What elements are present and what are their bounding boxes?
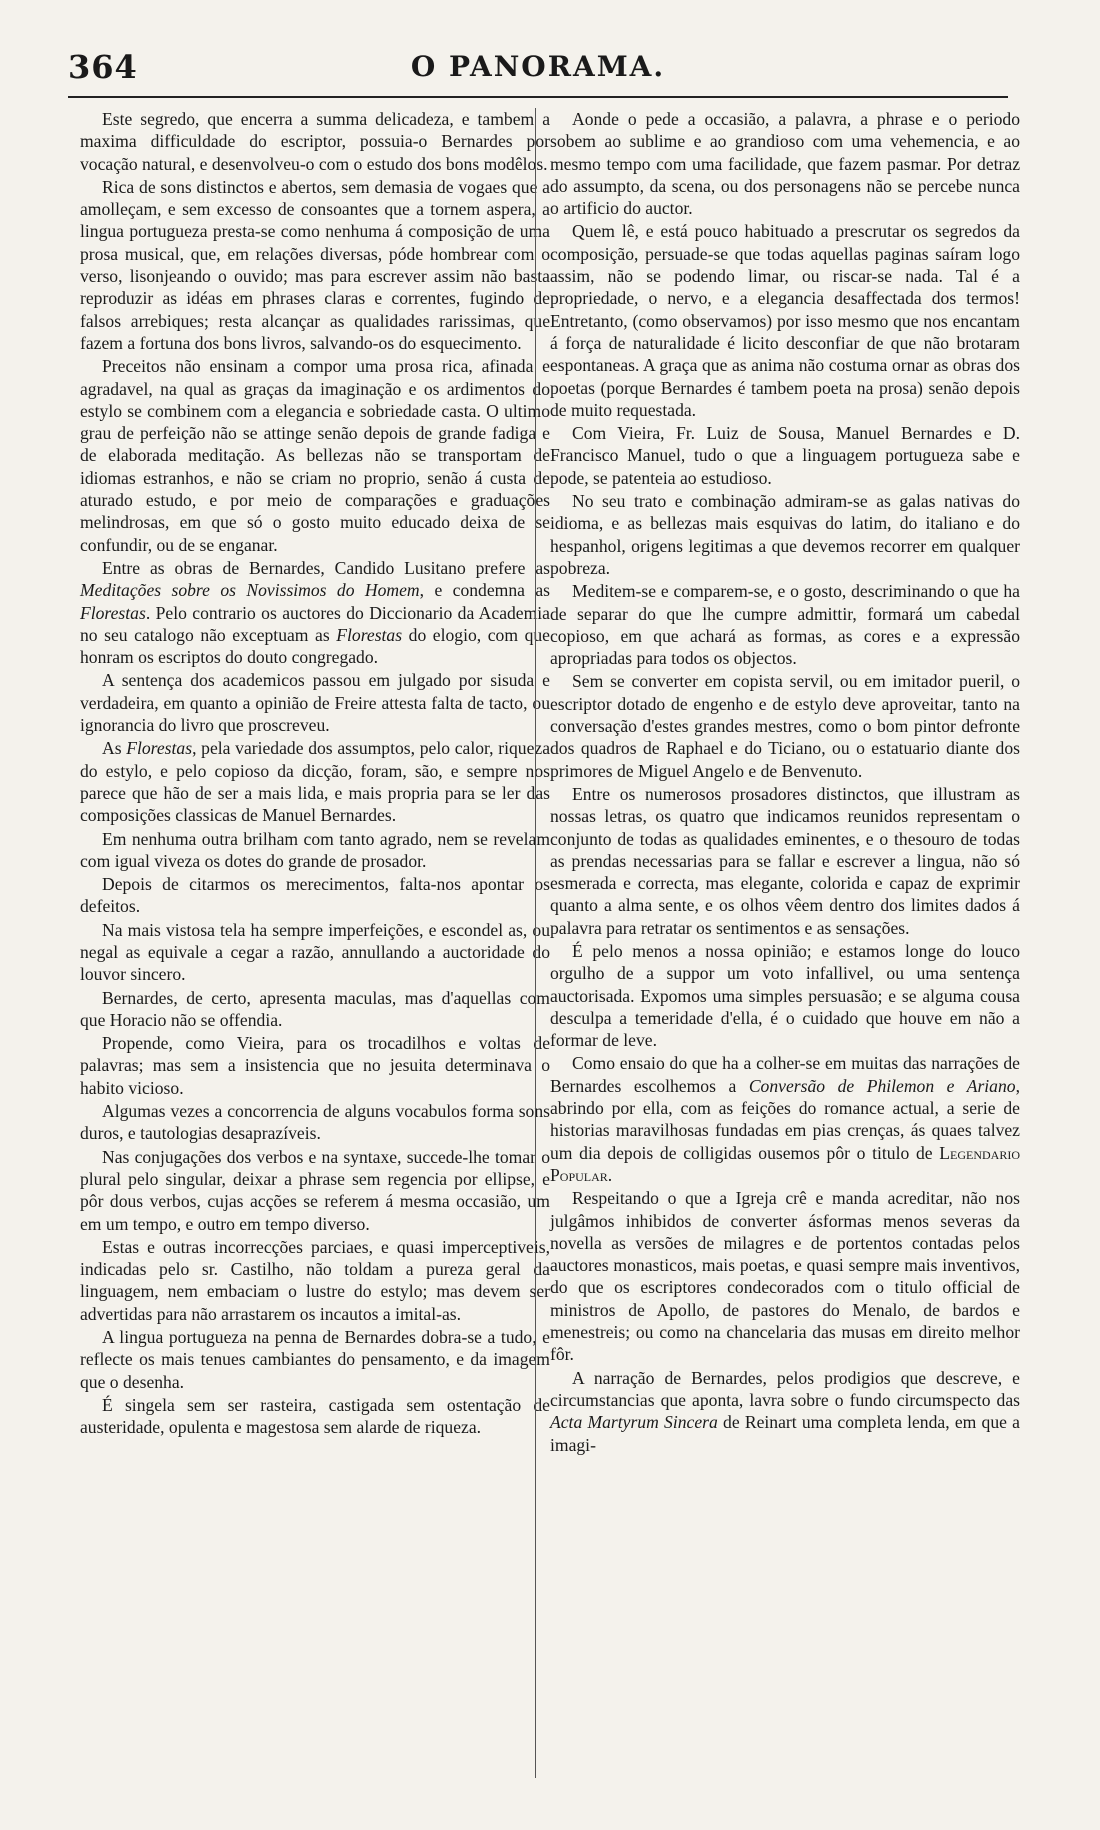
paragraph: Quem lê, e está pouco habituado a prescrutar os segredos da composição, persuade-se que todas aquellas paginas saíram logo assim, não se podendo limar, ou riscar-se nada. Tal é a propriedade, o nervo, e a elegancia desaffectada dos termos! Entretanto, (como observamos) por isso mesmo que nos encantam á força de naturalidade é licito desconfiar de que não brotaram espontaneas. A graça que as anima não costuma ornar as obras dos poetas (porque Bernardes é tambem poeta na prosa) senão depois de muito requestada.: [550, 221, 1020, 420]
text-run: , abrindo por ella, com as feições do romance actual, a serie de historias maravilhosas fundadas em pias crenças, ás quaes talvez um dia depois de colligidas ousemos pôr o titulo de: [550, 1075, 1020, 1163]
paragraph: Algumas vezes a concorrencia de alguns vocabulos forma sons duros, e tautologias desaprazíveis.: [80, 1101, 550, 1144]
text-run: Entre as obras de Bernardes, Candido Lusitano prefere as: [102, 557, 550, 578]
paragraph: Nas conjugações dos verbos e na syntaxe, succede-lhe tomar o plural pelo singular, deixar a phrase sem regencia por ellipse, e pôr dous verbos, cujas acções se referem á mesma occasião, um em um tempo, e outro em tempo diverso.: [80, 1146, 550, 1234]
paragraph: Este segredo, que encerra a summa delicadeza, e tambem a maxima difficuldade do escriptor, possuia-o Bernardes por vocação natural, e desenvolveu-o com o estudo dos bons modêlos.: [80, 109, 550, 174]
paragraph: No seu trato e combinação admiram-se as galas nativas do idioma, e as bellezas mais esquivas do latim, do italiano e do hespanhol, origens legitimas a que devemos recorrer em qualquer pobreza.: [550, 491, 1020, 578]
page-header: [68, 46, 1008, 92]
text-run: A narração de Bernardes, pelos prodigios que descreve, e circumstancias que aponta, lavra sobre o fundo circumspecto das: [550, 1367, 1020, 1410]
column-divider: [535, 108, 536, 1778]
paragraph: Aonde o pede a occasião, a palavra, a phrase e o periodo sobem ao sublime e ao grandioso com uma vehemencia, e ao mesmo tempo com uma facilidade, que fazem pasmar. Por detraz do assumpto, da scena, ou dos personagens não se percebe nunca o artificio do auctor.: [550, 109, 1020, 219]
paragraph: Propende, como Vieira, para os trocadilhos e voltas de palavras; mas sem a insistencia que no jesuita determinava o habito vicioso.: [80, 1033, 550, 1098]
text-run: .: [607, 1164, 613, 1185]
small-caps-text: Legendario Popular: [550, 1142, 1020, 1185]
paragraph: Estas e outras incorrecções parciaes, e quasi imperceptiveis, indicadas pelo sr. Castilho, não toldam a pureza geral da linguagem, nem embaciam o lustre do estylo; mas devem ser advertidas para não arrastarem os incautos a imital-as.: [80, 1236, 550, 1324]
paragraph: A sentença dos academicos passou em julgado por sisuda e verdadeira, em quanto a opinião de Freire attesta falta de tacto, ou ignorancia do livro que proscreveu.: [80, 670, 550, 736]
text-run: , e condemna as: [419, 580, 551, 601]
italic-text: Acta Martyrum Sincera: [550, 1412, 718, 1433]
italic-text: Florestas: [336, 624, 403, 645]
text-run: de Reinart uma completa lenda, em que a imagi-: [550, 1412, 1020, 1455]
paragraph: É singela sem ser rasteira, castigada sem ostentação de austeridade, opulenta e magestosa sem alarde de riqueza.: [80, 1394, 550, 1438]
text-run: , pela variedade dos assumptos, pelo calor, riqueza do estylo, e pelo copioso da dicção, foram, são, e sempre nos parece que hão de ser a mais lida, e mais propria para se ler das composições classicas de Manuel Bernardes.: [80, 738, 551, 826]
page-number: 364: [68, 48, 138, 86]
text-run: Como ensaio do que ha a colher-se em muitas das narrações de Bernardes escolhemos a: [550, 1053, 1020, 1096]
paragraph: Sem se converter em copista servil, ou em imitador pueril, o escriptor dotado de engenho e de estylo deve aproveitar, tanto na conversação d'estes grandes mestres, como o bom pintor defronte dos quadros de Raphael e do Ticiano, ou o estatuario diante dos primores de Miguel Angelo e de Benvenuto.: [550, 671, 1020, 781]
paragraph: [80, 737, 550, 826]
italic-text: Florestas: [126, 738, 193, 759]
paragraph: É pelo menos a nossa opinião; e estamos longe do louco orgulho de a suppor um voto infallivel, ou uma sentença auctorisada. Expomos uma simples persuasão; e se alguma cousa desculpa a temeridade d'ella, é o cuidado que houve em não a formar de leve.: [550, 940, 1020, 1051]
paragraph: Depois de citarmos os merecimentos, falta-nos apontar os defeitos.: [80, 874, 550, 917]
header-rule: [68, 96, 1008, 98]
right-column: [550, 108, 1020, 1457]
italic-text: Conversão de Philemon e Ariano: [748, 1075, 1016, 1096]
paragraph: A lingua portugueza na penna de Bernardes dobra-se a tudo, e reflecte os mais tenues cambiantes do pensamento, e da imagem que o desenha.: [80, 1327, 550, 1392]
paragraph: Entre os numerosos prosadores distinctos, que illustram as nossas letras, os quatro que indicamos reunidos representam o conjunto de todas as qualidades eminentes, e o thesouro de todas as prendas necessarias para se fallar e escrever a lingua, não só esmerada e correcta, mas elegante, colorida e capaz de exprimir quanto a alma sente, e os olhos vêem dentro dos limites dados á palavra para retratar os sentimentos e as sensações.: [550, 783, 1020, 938]
paragraph: [550, 1367, 1020, 1456]
paragraph: Meditem-se e comparem-se, e o gosto, descriminando o que ha de separar do que lhe cumpre admittir, formará um cabedal copioso, em que achará as formas, as cores e a expressão apropriadas para todos os objectos.: [550, 581, 1020, 669]
paragraph: Em nenhuma outra brilham com tanto agrado, nem se revelam com igual viveza os dotes do grande de prosador.: [80, 828, 550, 871]
paragraph: Com Vieira, Fr. Luiz de Sousa, Manuel Bernardes e D. Francisco Manuel, tudo o que a linguagem portugueza sabe e pode, se patenteia ao estudioso.: [550, 423, 1020, 488]
text-run: do elogio, com que honram os escriptos do douto congregado.: [80, 624, 550, 668]
paragraph: Na mais vistosa tela ha sempre imperfeições, e escondel as, ou negal as equivale a cegar a razão, annullando a auctoridade do louvor sincero.: [80, 919, 550, 985]
paragraph: [80, 557, 550, 668]
paragraph: Rica de sons distinctos e abertos, sem demasia de vogaes que a amolleçam, e sem excesso de consoantes que a tornem aspera, a lingua portugueza presta-se como nenhuma á composição de uma prosa musical, que, em relações diversas, póde hombrear com o verso, lisonjeando o ouvido; mas para escrever assim não basta reproduzir as idéas em phrases claras e correntes, fugindo de falsos arrebiques; resta alcançar as qualidades rarissimas, que fazem a fortuna dos bons livros, salvando-os do esquecimento.: [80, 176, 550, 353]
italic-text: Florestas: [80, 602, 146, 623]
paragraph: Preceitos não ensinam a compor uma prosa rica, afinada e agradavel, na qual as graças da imaginação e os ardimentos do estylo se combinem com a elegancia e sobriedade casta. O ultimo grau de perfeição não se attinge senão depois de grande fadiga e de elaborada meditação. As bellezas não se transportam de idiomas estranhos, e não se criam no proprio, senão á custa de aturado estudo, e por meio de comparações e graduações melindrosas, em que só o gosto muito educado deixa de se confundir, ou de se enganar.: [80, 356, 550, 555]
running-title: O PANORAMA.: [410, 50, 666, 83]
paragraph: Bernardes, de certo, apresenta maculas, mas d'aquellas com que Horacio não se offendia.: [80, 987, 550, 1030]
text-run: . Pelo contrario os auctores do Diccionario da Academia no seu catalogo não exceptuam as: [80, 602, 550, 645]
text-run: As: [102, 738, 127, 759]
paragraph: Respeitando o que a Igreja crê e manda acreditar, não nos julgâmos inhibidos de converter ásformas menos severas da novella as versões de milagres e de portentos contadas pelos auctores monasticos, mais poetas, e quasi sempre mais inventivos, do que os escriptores condecorados com o titulo official de ministros de Apollo, de pastores do Menalo, de bardos e menestreis; ou como na chancelaria das musas em direito melhor fôr.: [550, 1188, 1020, 1365]
left-column: [80, 108, 550, 1440]
italic-text: Meditações sobre os Novissimos do Homem: [80, 580, 420, 601]
paragraph: [550, 1052, 1020, 1186]
